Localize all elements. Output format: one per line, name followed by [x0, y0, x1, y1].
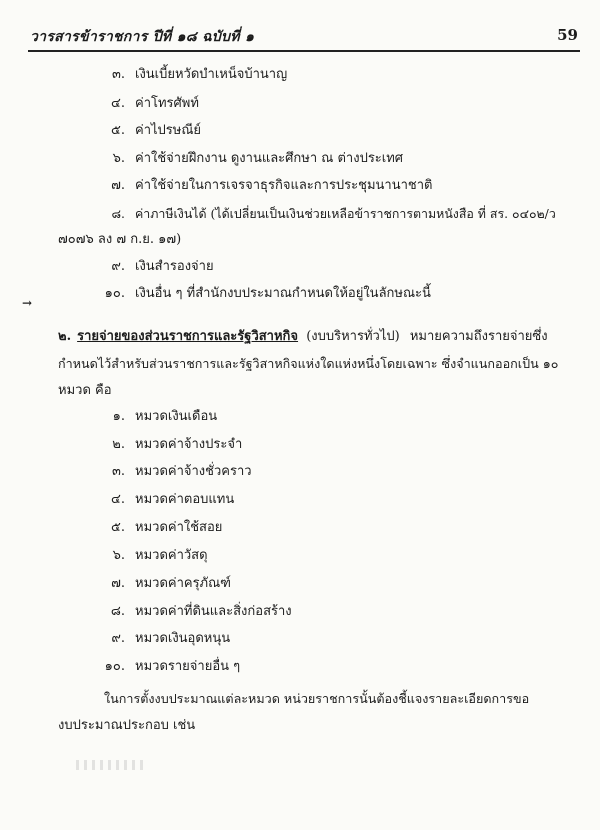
list-item: ๖. ค่าใช้จ่ายฝึกงาน ดูงานและศึกษา ณ ต่างประเทศ [112, 151, 404, 166]
list-item: ๑๐. เงินอื่น ๆ ที่สำนักงบประมาณกำหนดให้อยู่ในลักษณะนี้ [104, 286, 431, 301]
closing-line: ในการตั้งงบประมาณแต่ละหมวด หน่วยราชการนั้นต้องชี้แจงรายละเอียดการขอ [104, 691, 530, 706]
category-item: ๔. หมวดค่าตอบแทน [111, 492, 235, 507]
category-item: ๙. หมวดเงินอุดหนุน [111, 631, 231, 646]
closing-line: งบประมาณประกอบ เช่น [58, 718, 196, 733]
category-item: ๖. หมวดค่าวัสดุ [112, 548, 208, 563]
category-item: ๗. หมวดค่าครุภัณฑ์ [111, 576, 231, 591]
section-paren: (งบบริหารทั่วไป) [306, 329, 400, 344]
page-header [30, 22, 578, 48]
list-item: ๓. เงินเบี้ยหวัดบำเหน็จบ้านาญ [111, 67, 288, 82]
section-heading [58, 328, 548, 346]
margin-mark: → [22, 296, 33, 310]
list-item: ๘. ค่าภาษีเงินได้ (ได้เปลี่ยนเป็นเงินช่วยเหลือข้าราชการตามหนังสือ ที่ สร. ๐๔๐๒/ว [111, 206, 556, 221]
list-item: ๔. ค่าโทรศัพท์ [111, 96, 199, 111]
section-number: ๒. [58, 329, 72, 344]
list-item-continuation: ๗๐๗๖ ลง ๗ ก.ย. ๑๗) [58, 232, 182, 247]
section-text: หมายความถึงรายจ่ายซึ่ง [409, 329, 548, 344]
list-item: ๗. ค่าใช้จ่ายในการเจรจาธุรกิจและการประชุมนานาชาติ [111, 178, 433, 193]
category-item: ๑. หมวดเงินเดือน [112, 409, 218, 424]
category-item: ๒. หมวดค่าจ้างประจำ [112, 437, 243, 452]
list-item: ๕. ค่าไปรษณีย์ [111, 123, 202, 138]
category-item: ๑๐. หมวดรายจ่ายอื่น ๆ [104, 659, 241, 674]
paragraph-line: กำหนดไว้สำหรับส่วนราชการและรัฐวิสาหกิจแห่งใดแห่งหนึ่งโดยเฉพาะ ซึ่งจำแนกออกเป็น ๑๐ [58, 356, 559, 371]
category-item: ๕. หมวดค่าใช้สอย [111, 520, 223, 535]
section-title: รายจ่ายของส่วนราชการและรัฐวิสาหกิจ [77, 329, 299, 344]
running-head: วารสารข้าราชการ ปีที่ ๑๘ ฉบับที่ ๑ [30, 29, 255, 45]
paragraph-line: หมวด คือ [58, 383, 112, 398]
category-item: ๘. หมวดค่าที่ดินและสิ่งก่อสร้าง [110, 604, 292, 619]
category-item: ๓. หมวดค่าจ้างชั่วคราว [111, 464, 252, 479]
header-rule [28, 50, 580, 52]
list-item: ๙. เงินสำรองจ่าย [111, 259, 214, 274]
page-number: 59 [557, 26, 578, 44]
scan-smudge [76, 760, 146, 770]
